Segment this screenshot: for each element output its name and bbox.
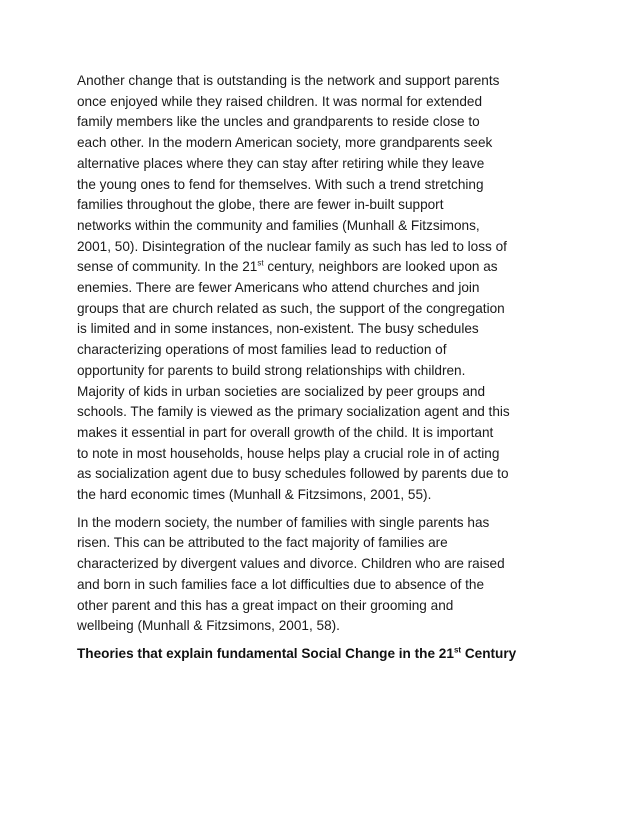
paragraph-single-parents: In the modern society, the number of families with single parents has risen. This can be attributed to the fact majority of families are characterized by divergent values and divorce. Children who are raised and born in such families face a lot difficulties due to absence of the other parent and this has a great impact on their grooming and wellbeing (Munhall & Fitzsimons, 2001, 58). <box>77 514 505 634</box>
heading-ordinal-superscript: st <box>453 645 462 655</box>
paragraph-family-support <box>77 71 567 506</box>
section-heading <box>77 644 567 665</box>
heading-text-continued: Century <box>461 645 517 661</box>
ordinal-superscript: st <box>257 258 264 268</box>
heading-text: Theories that explain fundamental Social Change in the 21 <box>77 645 454 661</box>
paragraph-text: Another change that is outstanding is the network and support parents once enjoyed while they raised children. It was normal for extended family members like the uncles and grandparents to reside close to each other. In the modern American society, more grandparents seek alternative places where they can stay after retiring while they leave the young ones to fend for themselves. With such a trend stretching families throughout the globe, there are fewer in-built support networks within the community and families (Munhall & Fitzsimons, 2001, 50). Disintegration of the nuclear family as such has led to loss of sense of community. In the 21 <box>77 73 507 275</box>
document-body <box>77 71 567 665</box>
paragraph-text-continued: century, neighbors are looked upon as enemies. There are fewer Americans who attend churches and join groups that are church related as such, the support of the congregation is limited and in some instances, non-existent. The busy schedules characterizing operations of most families lead to reduction of opportunity for parents to build strong relationships with children. Majority of kids in urban societies are socialized by peer groups and schools. The family is viewed as the primary socialization agent and this makes it essential in part for overall growth of the child. It is important to note in most households, house helps play a crucial role in of acting as socialization agent due to busy schedules followed by parents due to the hard economic times (Munhall & Fitzsimons, 2001, 55). <box>77 259 510 503</box>
